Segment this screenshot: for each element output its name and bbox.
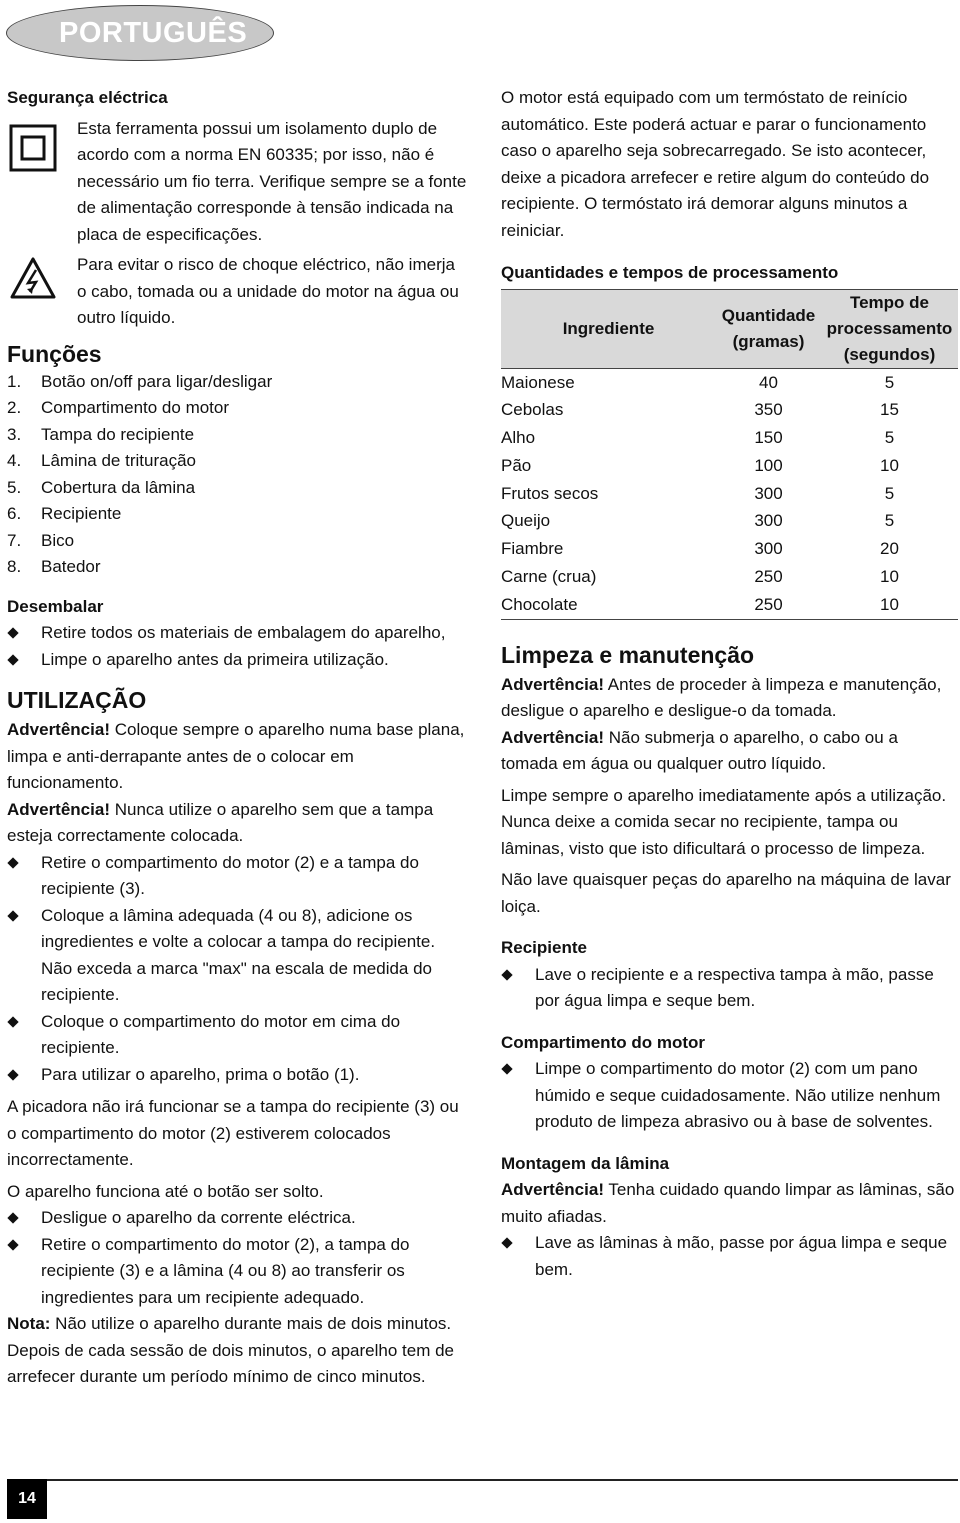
cell-quantity: 100 xyxy=(754,455,783,475)
function-number: 7. xyxy=(7,530,22,550)
cell-time: 20 xyxy=(880,539,899,559)
header-time: Tempo de processamento (segundos) xyxy=(821,289,958,368)
cleaning-heading: Limpeza e manutenção xyxy=(501,641,755,668)
bowl-heading: Recipiente xyxy=(501,938,587,958)
use-warning-1: Advertência! Coloque sempre o aparelho numa base plana, limpa e anti-derrapante antes de o colocar em funcionamento. xyxy=(7,720,465,792)
bullet-text: Coloque o compartimento do motor em cima do recipiente. xyxy=(41,1011,401,1057)
bullet-text: Lave as lâminas à mão, passe por água limpa e seque bem. xyxy=(535,1233,948,1279)
stop-steps-list xyxy=(7,1205,467,1311)
function-number: 4. xyxy=(7,451,22,470)
footer-rule xyxy=(7,1479,958,1481)
cell-quantity: 150 xyxy=(754,428,783,448)
function-number: 1. xyxy=(7,371,22,391)
table-row xyxy=(501,480,958,508)
diamond-bullet-icon xyxy=(501,1064,512,1075)
cell-ingredient: Frutos secos xyxy=(501,483,599,503)
blade-warning: Advertência! Tenha cuidado quando limpar as lâminas, são muito afiadas. xyxy=(501,1180,955,1226)
table-row xyxy=(501,507,958,535)
table-row xyxy=(501,563,958,591)
cell-time: 5 xyxy=(884,483,895,503)
diamond-bullet-icon xyxy=(7,910,18,921)
cell-quantity: 350 xyxy=(754,400,783,420)
cell-time: 5 xyxy=(884,428,895,448)
cell-ingredient: Maionese xyxy=(501,372,575,392)
safety-shock-text: Para evitar o risco de choque eléctrico, não imerja o cabo, tomada ou a unidade do motor na água ou outro líquido. xyxy=(77,255,459,327)
bullet-item xyxy=(7,647,467,674)
diamond-bullet-icon xyxy=(7,627,18,638)
bullet-item xyxy=(7,1205,467,1232)
header-quantity: Quantidade (gramas) xyxy=(716,289,821,368)
cleaning-warning-1: Advertência! Antes de proceder à limpeza e manutenção, desligue o aparelho e desligue-o da tomada. xyxy=(501,674,942,721)
cell-quantity: 250 xyxy=(716,591,821,619)
bullet-text: Para utilizar o aparelho, prima o botão (1). xyxy=(41,1064,360,1084)
functions-heading: Funções xyxy=(7,340,102,367)
cell-time: 10 xyxy=(880,455,899,475)
bullet-text: Limpe o compartimento do motor (2) com um pano húmido e seque cuidadosamente. Não utilize nenhum produto de limpeza abrasivo ou à base de solventes. xyxy=(535,1059,941,1132)
cell-ingredient: Pão xyxy=(501,455,532,475)
cell-quantity: 300 xyxy=(754,511,783,531)
function-label: Bico xyxy=(41,530,75,550)
bullet-item xyxy=(7,1232,467,1312)
note-label: Nota: xyxy=(7,1314,51,1333)
bullet-item xyxy=(7,1009,467,1062)
warning-label: Advertência! xyxy=(7,799,110,819)
use-paragraph-1: A picadora não irá funcionar se a tampa do recipiente (3) ou o compartimento do motor (2) estiverem colocados incorrectamente. xyxy=(7,1097,459,1169)
table-row xyxy=(501,591,958,619)
function-label: Compartimento do motor xyxy=(41,398,230,417)
function-label: Batedor xyxy=(41,557,101,576)
function-number: 5. xyxy=(7,477,22,497)
cell-ingredient: Queijo xyxy=(501,511,551,531)
diamond-bullet-icon xyxy=(501,1238,512,1249)
use-paragraph-2: O aparelho funciona até o botão ser solto. xyxy=(7,1181,324,1201)
function-number: 8. xyxy=(7,557,22,576)
bullet-item xyxy=(7,903,467,1009)
function-item xyxy=(7,554,467,581)
function-item xyxy=(7,475,467,502)
diamond-bullet-icon xyxy=(7,1069,18,1080)
bullet-item xyxy=(7,620,467,647)
function-item xyxy=(7,528,467,555)
function-number: 3. xyxy=(7,424,22,444)
double-insulation-icon xyxy=(9,124,57,172)
cleaning-paragraph-2: Não lave quaisquer peças do aparelho na máquina de lavar loiça. xyxy=(501,870,951,916)
function-number: 6. xyxy=(7,504,22,523)
language-label: PORTUGUÊS xyxy=(59,17,248,49)
bullet-text: Coloque a lâmina adequada (4 ou 8), adicione os ingredientes e volte a colocar a tampa do recipiente. Não exceda a marca "max" na escala de medida do recipiente. xyxy=(41,905,436,1004)
safety-double-insulation xyxy=(7,116,467,249)
function-item xyxy=(7,395,467,422)
unpack-list xyxy=(7,620,467,673)
cell-time: 10 xyxy=(821,591,958,619)
motor-list xyxy=(501,1056,958,1136)
function-item xyxy=(7,501,467,528)
function-label: Tampa do recipiente xyxy=(41,424,195,444)
cell-ingredient: Carne (crua) xyxy=(501,567,597,587)
cell-ingredient: Chocolate xyxy=(501,591,716,619)
cleaning-paragraph-1: Limpe sempre o aparelho imediatamente após a utilização. Nunca deixe a comida secar no recipiente, tampa ou lâminas, visto que isto dificultará o processo de limpeza. xyxy=(501,785,947,858)
blade-list xyxy=(501,1230,958,1283)
bullet-item xyxy=(501,1230,958,1283)
table-row xyxy=(501,452,958,480)
use-warning-2: Advertência! Nunca utilize o aparelho sem que a tampa esteja correctamente colocada. xyxy=(7,799,434,845)
safety-shock xyxy=(7,252,467,332)
left-column xyxy=(7,85,467,1391)
header-ingredient: Ingrediente xyxy=(501,289,716,368)
use-steps-list xyxy=(7,850,467,1089)
cell-time: 15 xyxy=(880,400,899,420)
thermostat-paragraph: O motor está equipado com um termóstato de reinício automático. Este poderá actuar e parar o funcionamento caso o aparelho seja sobrecarregado. Se isto acontecer, deixe a picadora arrefecer e retire algum do conteúdo do recipiente. O termóstato irá demorar alguns minutos a reiniciar. xyxy=(501,88,930,240)
function-label: Botão on/off para ligar/desligar xyxy=(41,371,273,391)
safety-double-insulation-text: Esta ferramenta possui um isolamento duplo de acordo com a norma EN 60335; por isso, não é necessário um fio terra. Verifique sempre se a fonte de alimentação corresponde à tensão indicada na placa de especificações. xyxy=(77,118,467,244)
diamond-bullet-icon xyxy=(7,654,18,665)
warning-label: Advertência! xyxy=(501,674,604,694)
table-row xyxy=(501,368,958,396)
warning-label: Advertência! xyxy=(501,1180,604,1200)
function-item xyxy=(7,422,467,449)
warning-label: Advertência! xyxy=(7,720,110,739)
cleaning-warning-2: Advertência! Não submerja o aparelho, o cabo ou a tomada em água ou qualquer outro líquido. xyxy=(501,727,898,774)
safety-heading: Segurança eléctrica xyxy=(7,88,168,107)
table-row xyxy=(501,396,958,424)
function-number: 2. xyxy=(7,398,22,417)
cell-quantity: 250 xyxy=(754,567,783,587)
cell-quantity: 300 xyxy=(754,483,783,503)
bullet-text: Limpe o aparelho antes da primeira utilização. xyxy=(41,649,389,669)
bullet-text: Retire todos os materiais de embalagem do aparelho, xyxy=(41,623,446,642)
function-label: Recipiente xyxy=(41,504,122,523)
diamond-bullet-icon xyxy=(7,1212,18,1223)
cell-time: 5 xyxy=(884,511,895,531)
note: Nota: Não utilize o aparelho durante mais de dois minutos. Depois de cada sessão de dois minutos, o aparelho tem de arrefecer durante um período mínimo de cinco minutos. xyxy=(7,1314,454,1386)
bullet-text: Retire o compartimento do motor (2), a tampa do recipiente (3) e a lâmina (4 ou 8) ao transferir os ingredientes para um recipiente adequado. xyxy=(41,1234,410,1307)
cell-ingredient: Alho xyxy=(501,428,536,448)
unpack-heading: Desembalar xyxy=(7,596,104,616)
electric-shock-warning-icon xyxy=(9,256,57,300)
page-number: 14 xyxy=(7,1479,47,1519)
motor-heading: Compartimento do motor xyxy=(501,1032,705,1052)
diamond-bullet-icon xyxy=(501,969,512,980)
table-row xyxy=(501,535,958,563)
bullet-text: Retire o compartimento do motor (2) e a tampa do recipiente (3). xyxy=(41,852,419,898)
table-row xyxy=(501,424,958,452)
table-header-row xyxy=(501,289,958,368)
diamond-bullet-icon xyxy=(7,857,18,868)
cell-time: 5 xyxy=(884,372,895,392)
bullet-item xyxy=(7,850,467,903)
function-item xyxy=(7,369,467,396)
function-item xyxy=(7,448,467,475)
bowl-list xyxy=(501,962,958,1015)
quantities-table xyxy=(501,289,958,620)
bullet-item xyxy=(7,1062,467,1089)
cell-ingredient: Cebolas xyxy=(501,400,564,420)
use-heading: UTILIZAÇÃO xyxy=(7,687,147,713)
function-label: Cobertura da lâmina xyxy=(41,477,196,497)
warning-label: Advertência! xyxy=(501,727,604,747)
table-heading: Quantidades e tempos de processamento xyxy=(501,263,839,282)
bullet-item xyxy=(501,1056,958,1136)
cell-time: 10 xyxy=(880,567,899,587)
cell-quantity: 300 xyxy=(754,539,783,559)
diamond-bullet-icon xyxy=(7,1016,18,1027)
language-tab xyxy=(6,5,274,61)
functions-list xyxy=(7,369,467,581)
bullet-text: Desligue o aparelho da corrente eléctrica. xyxy=(41,1208,356,1227)
bullet-item xyxy=(501,962,958,1015)
right-column xyxy=(501,85,958,1283)
function-label: Lâmina de trituração xyxy=(41,451,196,470)
cell-quantity: 40 xyxy=(759,372,778,392)
diamond-bullet-icon xyxy=(7,1239,18,1250)
cell-ingredient: Fiambre xyxy=(501,539,564,559)
blade-heading: Montagem da lâmina xyxy=(501,1153,670,1173)
bullet-text: Lave o recipiente e a respectiva tampa à mão, passe por água limpa e seque bem. xyxy=(535,964,934,1011)
